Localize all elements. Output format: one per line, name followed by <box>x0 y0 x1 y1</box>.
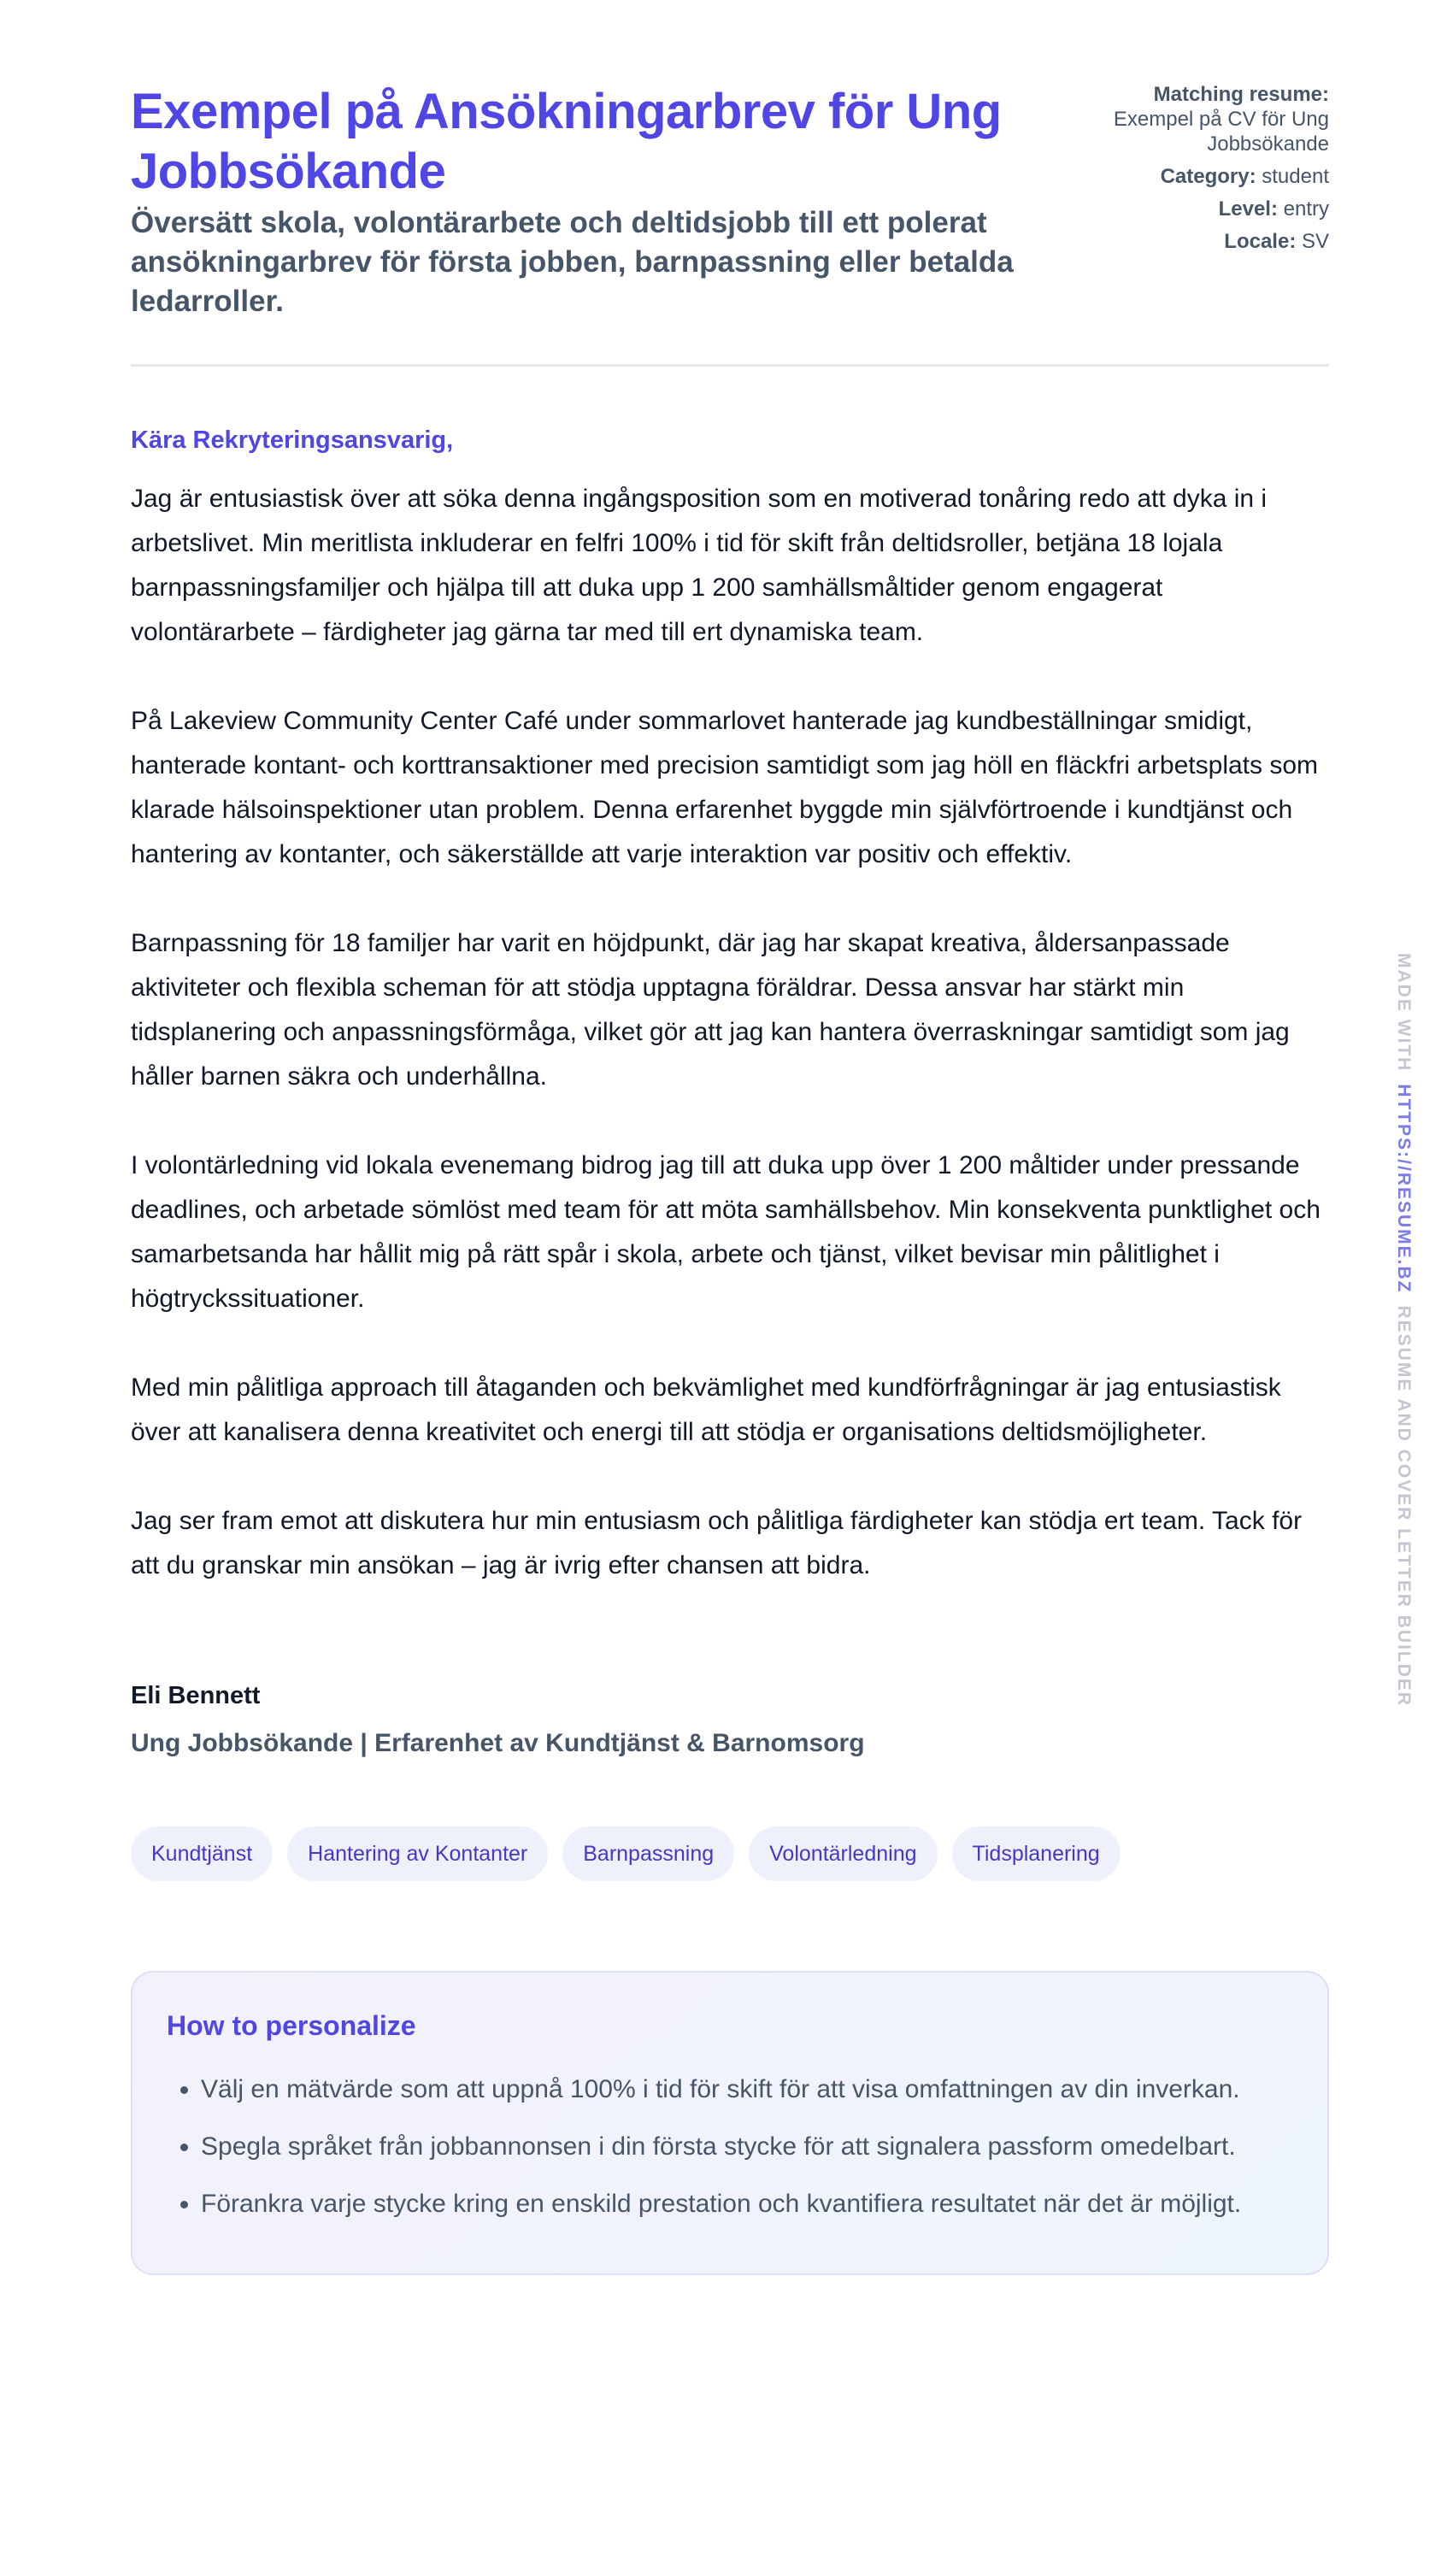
letter-paragraph: Med min pålitliga approach till åtaganden och bekvämlighet med kundförfrågningar är jag entusiastisk över att kanalisera denna kreativitet och energi till att stödja er organisations deltidsmöjligheter. <box>131 1373 1281 1446</box>
page-title: Exempel på Ansökningarbrev för Ung Jobbsökande <box>131 84 1002 199</box>
category-value: student <box>1262 165 1329 188</box>
skill-chips <box>131 1826 1329 1881</box>
tips-list <box>167 2067 1293 2226</box>
salutation: Kära Rekryteringsansvarig, <box>131 426 454 454</box>
header <box>131 82 1329 321</box>
letter-body <box>131 477 1329 1588</box>
letter-paragraph: I volontärledning vid lokala evenemang bidrog jag till att duka upp över 1 200 måltider under pressande deadlines, och arbetade sömlöst med team för att möta samhällsbehov. Min konsekventa punktlighet och samarbetsanda har hållit mig på rätt spår i skola, arbete och tjänst, vilket bevisar min pålitlighet i högtryckssituationer. <box>131 1151 1321 1313</box>
skill-chip: Kundtjänst <box>131 1826 273 1881</box>
divider <box>131 364 1329 367</box>
skill-chip: Tidsplanering <box>952 1826 1121 1881</box>
tips-title: How to personalize <box>167 2010 416 2041</box>
side-banner-link[interactable]: HTTPS://RESUME.BZ <box>1394 1084 1414 1294</box>
locale-value: SV <box>1301 230 1329 253</box>
letter-paragraph: Barnpassning för 18 familjer har varit en höjdpunkt, där jag har skapat kreativa, åldersanpassade aktiviteter och flexibla scheman för att stödja upptagna föräldrar. Dessa ansvar har stärkt min tidsplanering och anpassningsförmåga, vilket gör att jag kan hantera överraskningar samtidigt som jag håller barnen säkra och underhållna. <box>131 929 1290 1091</box>
side-banner-suffix: RESUME AND COVER LETTER BUILDER <box>1394 1305 1414 1708</box>
meta-panel <box>1056 82 1329 262</box>
cover-letter-page <box>131 82 1329 2275</box>
matching-resume-link[interactable]: Exempel på CV för Ung Jobbsökande <box>1113 108 1329 156</box>
skill-chip: Barnpassning <box>562 1826 734 1881</box>
letter-paragraph: På Lakeview Community Center Café under sommarlovet hanterade jag kundbeställningar smidigt, hanterade kontant- och korttransaktioner med precision samtidigt som jag höll en fläckfri arbetsplats som klarade hälsoinspektioner utan problem. Denna erfarenhet byggde min självförtroende i kundtjänst och hantering av kontanter, och säkerställde att varje interaktion var positiv och effektiv. <box>131 707 1319 868</box>
side-banner-prefix: MADE WITH <box>1394 953 1414 1073</box>
signature-name: Eli Bennett <box>131 1682 261 1709</box>
tip-item: • Förankra varje stycke kring en enskild prestation och kvantifiera resultatet när det är möjligt. <box>201 2182 1293 2226</box>
locale-label: Locale: <box>1224 230 1297 253</box>
side-banner <box>1393 953 1414 1707</box>
letter-paragraph: Jag ser fram emot att diskutera hur min entusiasm och pålitliga färdigheter kan stödja ert team. Tack för att du granskar min ansökan – jag är ivrig efter chansen att bidra. <box>131 1507 1303 1579</box>
tip-item: • Spegla språket från jobbannonsen i din första stycke för att signalera passform omedelbart. <box>201 2125 1293 2169</box>
matching-resume-label: Matching resume: <box>1153 83 1329 106</box>
signature-title: Ung Jobbsökande | Erfarenhet av Kundtjänst & Barnomsorg <box>131 1729 865 1757</box>
personalize-tips-box <box>131 1971 1329 2275</box>
skill-chip: Volontärledning <box>749 1826 937 1881</box>
level-label: Level: <box>1218 197 1278 221</box>
level-value: entry <box>1283 197 1329 221</box>
page-subtitle: Översätt skola, volontärarbete och deltidsjobb till ett polerat ansökningarbrev för första jobben, barnpassning eller betalda ledarroller. <box>131 206 1014 318</box>
category-label: Category: <box>1160 165 1256 188</box>
letter-paragraph: Jag är entusiastisk över att söka denna ingångsposition som en motiverad tonåring redo att dyka in i arbetslivet. Min meritlista inkluderar en felfri 100% i tid för skift från deltidsroller, betjäna 18 lojala barnpassningsfamiljer och hjälpa till att duka upp 1 200 samhällsmåltider genom engagerat volontärarbete – färdigheter jag gärna tar med till ert dynamiska team. <box>131 485 1268 646</box>
tip-item: • Välj en mätvärde som att uppnå 100% i tid för skift för att visa omfattningen av din inverkan. <box>201 2067 1293 2112</box>
skill-chip: Hantering av Kontanter <box>287 1826 548 1881</box>
title-block <box>131 82 1054 321</box>
